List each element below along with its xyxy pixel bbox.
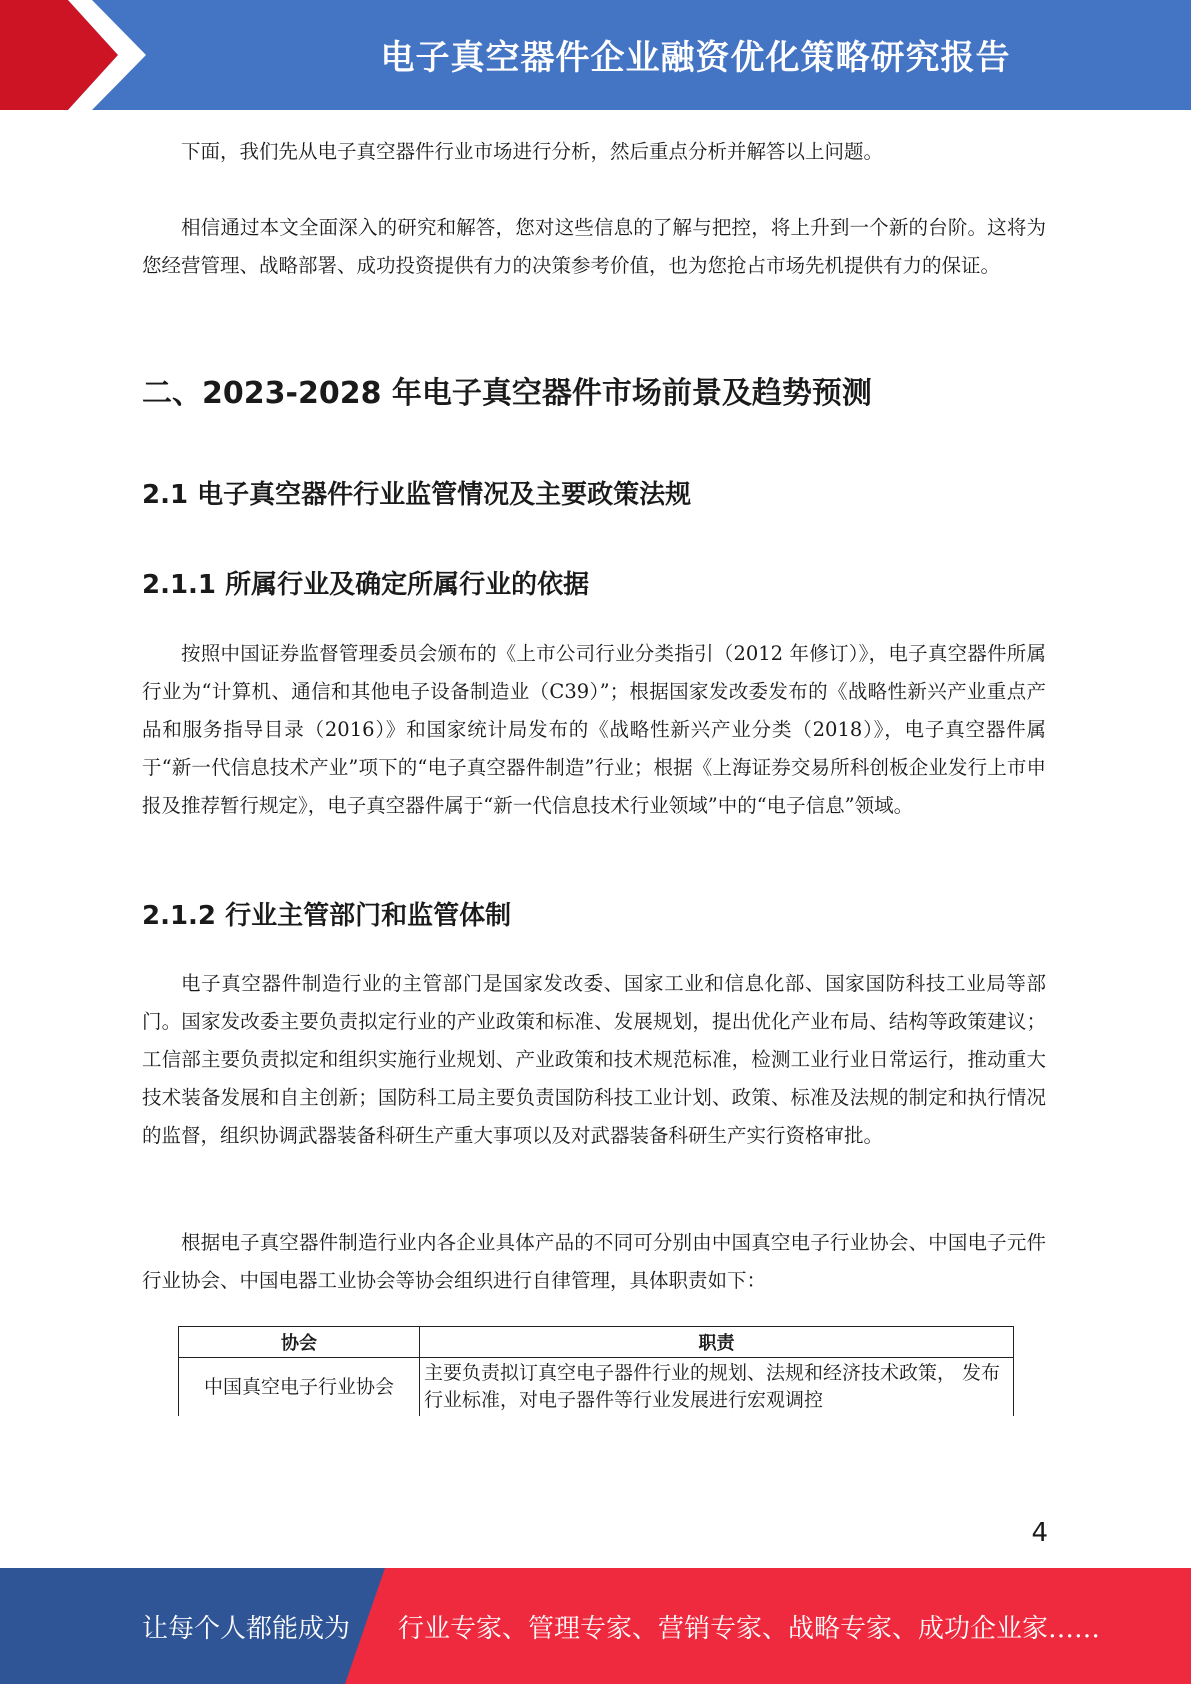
section-2-1-2-heading: 2.1.2 行业主管部门和监管体制 bbox=[142, 901, 512, 931]
association-duties-table bbox=[178, 1326, 1014, 1416]
section-2-1-1-body-block bbox=[142, 635, 1046, 825]
table-header-association: 协会 bbox=[179, 1327, 420, 1358]
table-row bbox=[179, 1358, 1014, 1417]
section-2-heading: 二、2023-2028 年电子真空器件市场前景及趋势预测 bbox=[142, 376, 872, 411]
document-title: 电子真空器件企业融资优化策略研究报告 bbox=[380, 38, 1011, 78]
table-cell-duties: 主要负责拟订真空电子器件行业的规划、法规和经济技术政策， 发布行业标准，对电子器件等行业发展进行宏观调控 bbox=[420, 1358, 1014, 1417]
intro-paragraph-2: 相信通过本文全面深入的研究和解答，您对这些信息的了解与把控，将上升到一个新的台阶。这将为您经营管理、战略部署、成功投资提供有力的决策参考价值，也为您抢占市场先机提供有力的保证。 bbox=[142, 216, 1046, 277]
page-header bbox=[0, 0, 1191, 110]
header-chevron-decoration bbox=[0, 0, 200, 110]
section-2-1-heading: 2.1 电子真空器件行业监管情况及主要政策法规 bbox=[142, 480, 692, 510]
section-2-1-1-paragraph: 按照中国证券监督管理委员会颁布的《上市公司行业分类指引（2012 年修订）》，电子真空器件所属行业为“计算机、通信和其他电子设备制造业（C39）”；根据国家发改委发布的《战略性新兴产业重点产品和服务指导目录（2016）》和国家统计局发布的《战略性新兴产业分类（2018）》，电子真空器件属于“新一代信息技术产业”项下的“电子真空器件制造”行业；根据《上海证券交易所科创板企业发行上市申报及推荐暂行规定》，电子真空器件属于“新一代信息技术行业领域”中的“电子信息”领域。 bbox=[142, 642, 1046, 817]
page-number: 4 bbox=[1031, 1518, 1048, 1548]
section-2-1-2-paragraph-a: 电子真空器件制造行业的主管部门是国家发改委、国家工业和信息化部、国家国防科技工业局等部门。国家发改委主要负责拟定行业的产业政策和标准、发展规划，提出优化产业布局、结构等政策建议；工信部主要负责拟定和组织实施行业规划、产业政策和技术规范标准，检测工业行业日常运行，推动重大技术装备发展和自主创新；国防科工局主要负责国防科技工业计划、政策、标准及法规的制定和执行情况的监督，组织协调武器装备科研生产重大事项以及对武器装备科研生产实行资格审批。 bbox=[142, 972, 1046, 1147]
table-cell-association: 中国真空电子行业协会 bbox=[179, 1358, 420, 1417]
table-header-row bbox=[179, 1327, 1014, 1358]
section-2-1-2-body-block-a bbox=[142, 965, 1046, 1155]
intro-paragraph-2-block bbox=[142, 209, 1046, 285]
table-header-duties: 职责 bbox=[420, 1327, 1014, 1358]
footer-slogan-right: 行业专家、管理专家、营销专家、战略专家、成功企业家…… bbox=[398, 1614, 1101, 1644]
section-2-1-1-heading: 2.1.1 所属行业及确定所属行业的依据 bbox=[142, 570, 590, 600]
section-2-1-2-body-block-b bbox=[142, 1224, 1046, 1300]
section-2-1-2-paragraph-b: 根据电子真空器件制造行业内各企业具体产品的不同可分别由中国真空电子行业协会、中国电子元件行业协会、中国电器工业协会等协会组织进行自律管理，具体职责如下： bbox=[142, 1231, 1046, 1292]
page-footer bbox=[0, 1568, 1191, 1684]
footer-slogan-left: 让每个人都能成为 bbox=[142, 1614, 351, 1644]
intro-paragraph-1: 下面，我们先从电子真空器件行业市场进行分析，然后重点分析并解答以上问题。 bbox=[181, 140, 884, 163]
intro-paragraph-1-block bbox=[142, 133, 1046, 171]
